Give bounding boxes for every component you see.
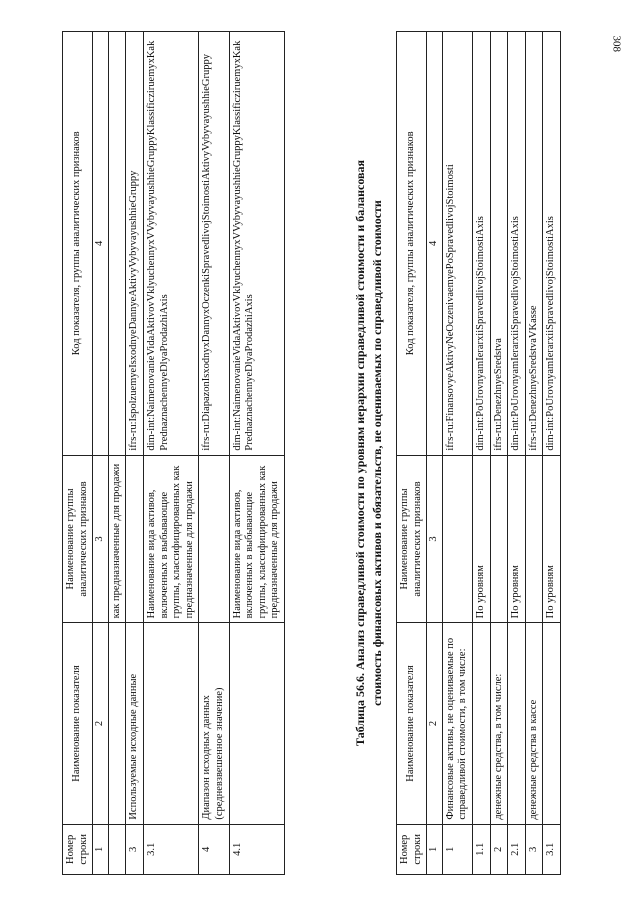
table-fair-value-analysis xyxy=(396,31,561,875)
row-indicator: Финансовые активы, не оцениваемые по справедливой стоимости, в том числе: xyxy=(442,623,472,824)
row-code: dim-int:PoUrovnyamIerarxiiSpravedlivojStoimostiAxis xyxy=(472,32,490,456)
table-row xyxy=(442,32,472,875)
row-number: 3 xyxy=(525,824,543,874)
header-row-number: Номер строки xyxy=(63,824,93,874)
caption-line: стоимость финансовых активов и обязательств, не оцениваемых по справедливой стоимости xyxy=(370,200,385,706)
row-group: как предназначенные для продажи xyxy=(108,455,126,623)
row-group xyxy=(490,455,508,623)
table-row xyxy=(126,32,144,875)
table-header-row xyxy=(63,32,93,875)
column-index: 4 xyxy=(427,32,443,456)
row-indicator xyxy=(229,623,284,824)
row-group xyxy=(126,455,144,623)
column-index: 2 xyxy=(93,623,109,824)
row-indicator xyxy=(508,623,526,824)
column-index: 1 xyxy=(93,824,109,874)
row-number: 2.1 xyxy=(508,824,526,874)
row-code: dim-int:NaimenovanieVidaAktivovVklyuchennyxVVybyvayushhieGruppyKlassificziruemyxKakPrednaznachennyeDlyaProdazhiAxis xyxy=(143,32,198,456)
row-code: ifrs-ru:IspolzuemyeIsxodnyeDannyeAktivyVybyvayushhieGruppy xyxy=(126,32,144,456)
table-row xyxy=(472,32,490,875)
header-indicator-name: Наименование показателя xyxy=(63,623,93,824)
row-indicator xyxy=(108,623,126,824)
row-group: Наименование вида активов, включенных в выбывающие группы, классифицированных как предназначенные для продажи xyxy=(143,455,198,623)
row-group: Наименование вида активов, включенных в выбывающие группы, классифицированных как предназначенные для продажи xyxy=(229,455,284,623)
table-header-row xyxy=(397,32,427,875)
header-group-name: Наименование группы аналитических признаков xyxy=(63,455,93,623)
column-index: 3 xyxy=(93,455,109,623)
row-group: По уровням xyxy=(508,455,526,623)
row-number: 1.1 xyxy=(472,824,490,874)
header-row-number: Номер строки xyxy=(397,824,427,874)
row-number: 2 xyxy=(490,824,508,874)
row-number: 1 xyxy=(442,824,472,874)
column-index: 2 xyxy=(427,623,443,824)
table-caption xyxy=(352,31,387,875)
row-code: ifrs-ru:FinansovyeAktivyNeOczenivaemyePoSpravedlivojStoimosti xyxy=(442,32,472,456)
table-row xyxy=(525,32,543,875)
page-number: 308 xyxy=(610,35,622,52)
column-index: 1 xyxy=(427,824,443,874)
row-number: 4.1 xyxy=(229,824,284,874)
row-number xyxy=(108,824,126,874)
column-index: 3 xyxy=(427,455,443,623)
header-group-name: Наименование группы аналитических признаков xyxy=(397,455,427,623)
row-code: ifrs-ru:DiapazonIsxodnyxDannyxOczenkiSpravedlivojStoimostiAktivyVybyvayushhieGruppy xyxy=(199,32,229,456)
row-code: dim-int:NaimenovanieVidaAktivovVklyuchennyxVVybyvayushhieGruppyKlassificziruemyxKakPrednaznachennyeDlyaProdazhiAxis xyxy=(229,32,284,456)
table-row xyxy=(490,32,508,875)
row-code: ifrs-ru:DenezhnyeSredstvaVKasse xyxy=(525,32,543,456)
row-code: dim-int:PoUrovnyamIerarxiiSpravedlivojStoimostiAxis xyxy=(508,32,526,456)
row-group xyxy=(199,455,229,623)
row-number: 3.1 xyxy=(543,824,561,874)
caption-line: Таблица 56.6. Анализ справедливой стоимости по уровням иерархии справедливой стоимости и балансовая xyxy=(353,160,367,746)
row-indicator: денежные средства, в том числе: xyxy=(490,623,508,824)
table-row xyxy=(543,32,561,875)
row-indicator: Диапазон исходных данных (средневзвешенное значение) xyxy=(199,623,229,824)
row-code: dim-int:PoUrovnyamIerarxiiSpravedlivojStoimostiAxis xyxy=(543,32,561,456)
column-index-row xyxy=(427,32,443,875)
row-group xyxy=(525,455,543,623)
row-number: 4 xyxy=(199,824,229,874)
row-number: 3 xyxy=(126,824,144,874)
column-index-row xyxy=(93,32,109,875)
table-row xyxy=(143,32,198,875)
table-row xyxy=(108,32,126,875)
row-indicator xyxy=(472,623,490,824)
row-number: 3.1 xyxy=(143,824,198,874)
table-row xyxy=(199,32,229,875)
table-row xyxy=(508,32,526,875)
row-group: По уровням xyxy=(543,455,561,623)
column-index: 4 xyxy=(93,32,109,456)
row-code xyxy=(108,32,126,456)
row-group xyxy=(442,455,472,623)
table-row xyxy=(229,32,284,875)
header-code: Код показателя, группы аналитических признаков xyxy=(397,32,427,456)
row-indicator: Используемые исходные данные xyxy=(126,623,144,824)
row-indicator xyxy=(543,623,561,824)
row-code: ifrs-ru:DenezhnyeSredstva xyxy=(490,32,508,456)
header-code: Код показателя, группы аналитических признаков xyxy=(63,32,93,456)
row-indicator xyxy=(143,623,198,824)
row-indicator: денежные средства в кассе xyxy=(525,623,543,824)
row-group: По уровням xyxy=(472,455,490,623)
header-indicator-name: Наименование показателя xyxy=(397,623,427,824)
table-indicators-continued xyxy=(62,31,285,875)
